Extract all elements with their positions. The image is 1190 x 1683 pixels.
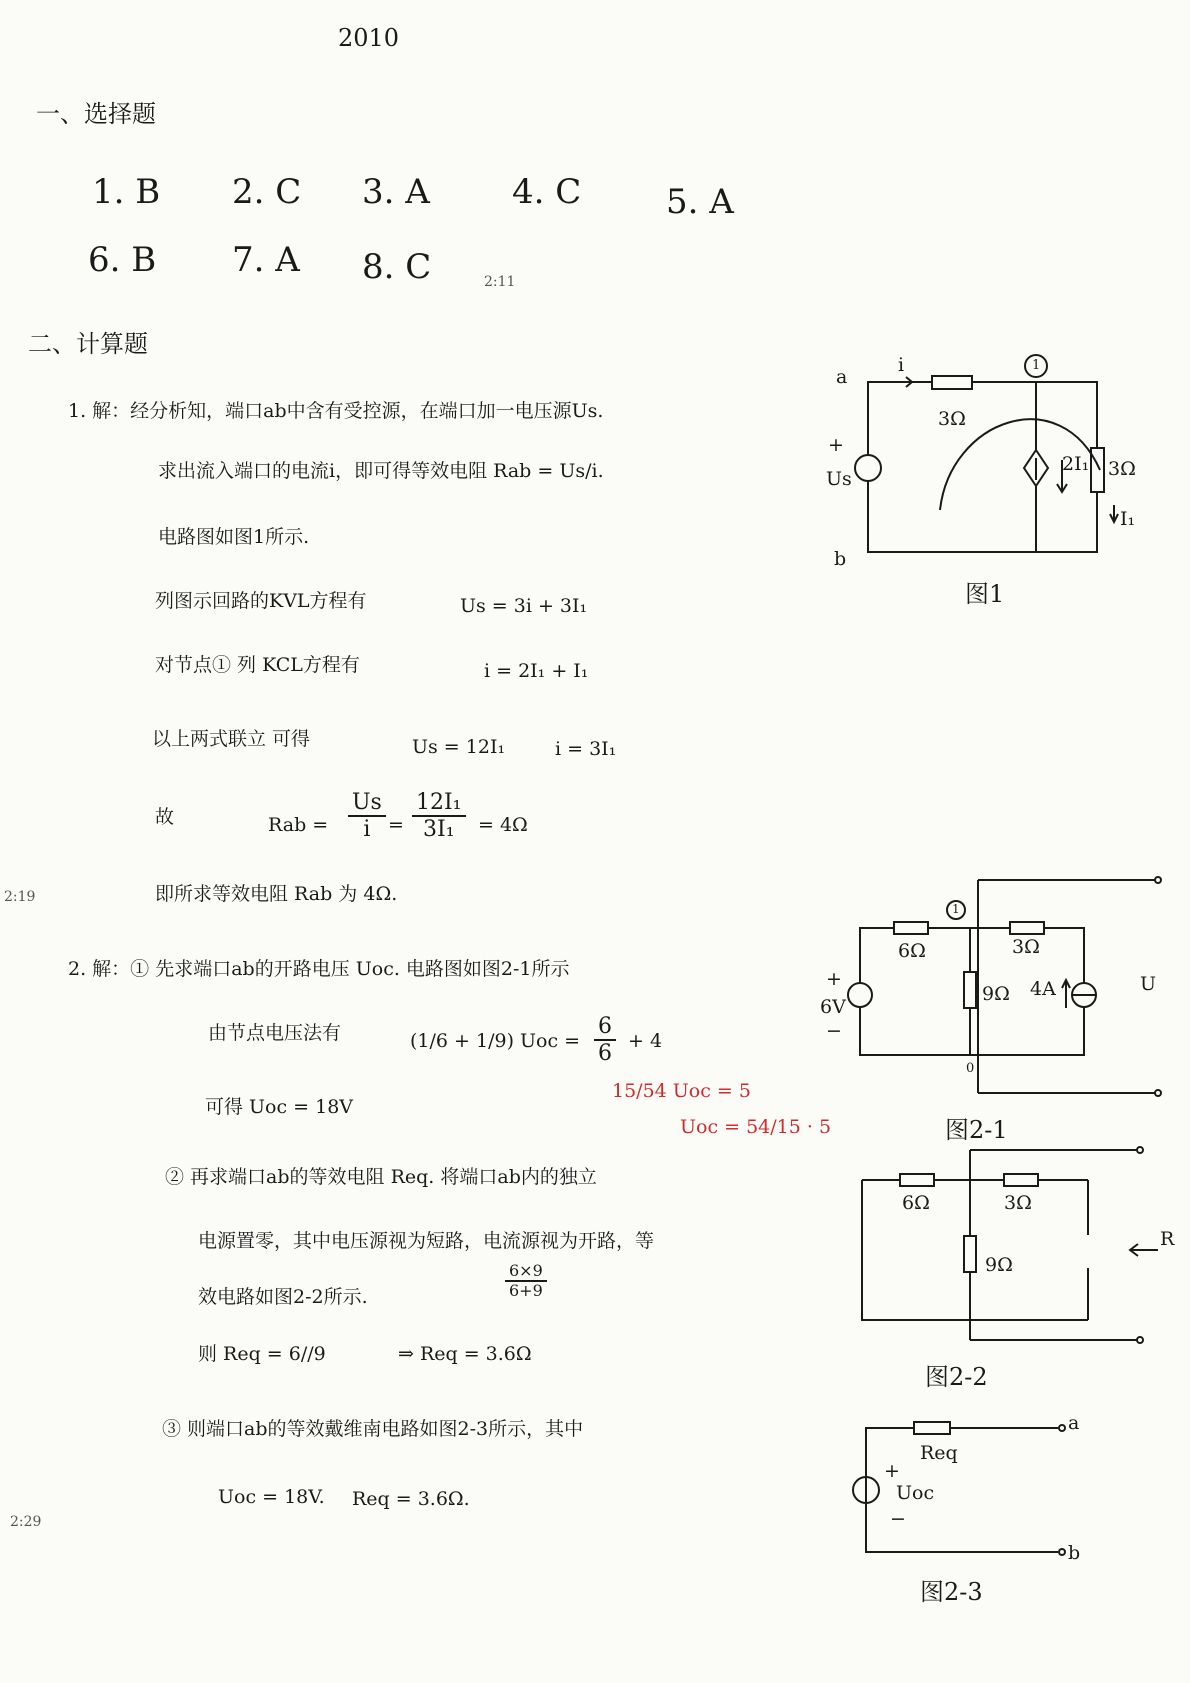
answer-item bbox=[232, 172, 302, 212]
equation: 则 Req = 6//9 bbox=[198, 1343, 326, 1365]
answer-item bbox=[666, 182, 734, 222]
fig21-r6-label: 6Ω bbox=[898, 940, 926, 962]
answer-number: 7. bbox=[232, 240, 265, 280]
fig1-caption: 图1 bbox=[965, 580, 1005, 608]
fig1-resistor-top bbox=[932, 376, 972, 389]
answer-item bbox=[92, 172, 161, 212]
q2-line: ② 再求端口ab的等效电阻 Req. 将端口ab内的独立 bbox=[165, 1166, 597, 1188]
fig21-node-0-label: 0 bbox=[966, 1061, 975, 1076]
fig23-uoc-label: Uoc bbox=[896, 1482, 935, 1504]
answer-item bbox=[88, 240, 157, 280]
section-title: 一、选择题 bbox=[36, 100, 156, 128]
q2-line: 2. 解：① 先求端口ab的开路电压 Uoc. 电路图如图2-1所示 bbox=[68, 958, 570, 980]
answer-value: B bbox=[135, 172, 161, 212]
red-annotation: 15/54 Uoc = 5 bbox=[612, 1080, 751, 1102]
q1-line: 求出流入端口的电流i，即可得等效电阻 Rab = Us/i. bbox=[158, 460, 604, 482]
fig1-cs-label: 2I₁ bbox=[1062, 453, 1090, 475]
answer-number: 1. bbox=[92, 172, 125, 212]
fig21-current-source bbox=[1072, 983, 1096, 1007]
figure-2-2 bbox=[862, 1150, 1158, 1340]
fig21-plus: + bbox=[826, 968, 842, 990]
fig1-dependent-source bbox=[1024, 450, 1048, 486]
answer-number: 6. bbox=[88, 240, 121, 280]
fig22-outline bbox=[862, 1180, 1088, 1320]
answer-value: C bbox=[405, 247, 432, 287]
equation: Us = 12I₁ bbox=[412, 736, 506, 758]
fig1-r2-label: 3Ω bbox=[1108, 458, 1136, 480]
q1-line: 即所求等效电阻 Rab 为 4Ω. bbox=[155, 883, 398, 905]
fig23-req-label: Req bbox=[920, 1442, 958, 1464]
fig22-r6-label: 6Ω bbox=[902, 1192, 930, 1214]
answer-number: 8. bbox=[362, 247, 395, 287]
q1-line: 故 bbox=[155, 806, 175, 828]
fig21-voltage-source bbox=[848, 983, 872, 1007]
margin-mark: 2:19 bbox=[4, 889, 36, 905]
fraction-numerator: 6 bbox=[594, 1014, 616, 1041]
fraction-denominator: 6+9 bbox=[509, 1281, 543, 1301]
fig23-minus: − bbox=[890, 1508, 906, 1530]
fig21-minus: − bbox=[826, 1020, 842, 1042]
fig23-plus: + bbox=[884, 1460, 900, 1482]
answer-value: C bbox=[555, 172, 582, 212]
fig1-voltage-source bbox=[855, 455, 881, 481]
fig22-resistor-9 bbox=[964, 1236, 976, 1272]
q1-line: 电路图如图1所示. bbox=[158, 526, 310, 548]
fraction-numerator: 12I₁ bbox=[412, 790, 466, 817]
equation: Req = 3.6Ω. bbox=[352, 1488, 470, 1510]
q1-line: 1. 解：经分析知，端口ab中含有受控源，在端口加一电压源Us. bbox=[68, 400, 604, 422]
answer-item bbox=[362, 172, 430, 212]
fig21-node-1-label: 1 bbox=[952, 902, 960, 916]
fig1-resistor-right bbox=[1091, 448, 1104, 492]
fig22-resistor-6 bbox=[900, 1174, 934, 1186]
equation: Rab = bbox=[268, 814, 329, 836]
fig21-cs-label: 4A bbox=[1030, 978, 1056, 1000]
fraction bbox=[348, 790, 386, 843]
fig22-caption: 图2-2 bbox=[925, 1363, 988, 1391]
q2-line: 可得 Uoc = 18V bbox=[205, 1096, 354, 1118]
equation: i = 3I₁ bbox=[555, 738, 617, 760]
q1-line: 对节点① 列 KCL方程有 bbox=[155, 654, 360, 676]
answer-value: A bbox=[709, 182, 734, 222]
equation: (1/6 + 1/9) Uoc = bbox=[410, 1030, 581, 1052]
fig23-resistor bbox=[914, 1422, 950, 1434]
answer-number: 2. bbox=[232, 172, 265, 212]
fig21-resistor-3 bbox=[1010, 922, 1044, 934]
fig1-r1-label: 3Ω bbox=[938, 408, 966, 430]
fig1-node-1-label: 1 bbox=[1032, 358, 1041, 373]
fraction bbox=[594, 1014, 616, 1067]
answer-item bbox=[512, 172, 582, 212]
fig21-caption: 图2-1 bbox=[945, 1116, 1008, 1144]
answer-item bbox=[362, 247, 432, 287]
q1-line: 以上两式联立 可得 bbox=[152, 728, 311, 750]
margin-mark: 2:11 bbox=[484, 274, 516, 290]
fig23-node-b: b bbox=[1068, 1542, 1081, 1564]
fig21-r9-label: 9Ω bbox=[982, 983, 1010, 1005]
fig22-arrow bbox=[1130, 1244, 1158, 1256]
answer-number: 5. bbox=[666, 182, 699, 222]
margin-mark: 2:29 bbox=[10, 1514, 42, 1530]
fraction-denominator: 6 bbox=[598, 1041, 612, 1067]
fraction-denominator: 3I₁ bbox=[423, 817, 455, 843]
answer-item bbox=[232, 240, 300, 280]
answer-value: A bbox=[275, 240, 300, 280]
q2-line: ③ 则端口ab的等效戴维南电路如图2-3所示，其中 bbox=[162, 1418, 584, 1440]
fraction-numerator: 6×9 bbox=[505, 1262, 547, 1282]
fig21-output-label: U bbox=[1140, 973, 1157, 995]
fig1-current-arrow bbox=[895, 377, 912, 387]
fraction-denominator: i bbox=[363, 817, 371, 843]
equals-sign: = bbox=[388, 814, 404, 836]
fig1-source-label: Us bbox=[826, 468, 852, 490]
fig1-node-a: a bbox=[836, 366, 848, 388]
red-annotation: Uoc = 54/15 · 5 bbox=[680, 1116, 832, 1138]
fig23-node-a: a bbox=[1068, 1412, 1080, 1434]
fig23-voltage-source bbox=[853, 1477, 879, 1503]
fraction bbox=[412, 790, 466, 843]
equation: Us = 3i + 3I₁ bbox=[460, 595, 588, 617]
fig22-r9-label: 9Ω bbox=[985, 1254, 1013, 1276]
answer-number: 3. bbox=[362, 172, 395, 212]
fig21-resistor-6 bbox=[894, 922, 928, 934]
year-label: 2010 bbox=[338, 24, 400, 52]
fig1-i1-label: I₁ bbox=[1120, 508, 1136, 530]
equation: i = 2I₁ + I₁ bbox=[484, 660, 589, 682]
q2-line: 效电路如图2-2所示. bbox=[198, 1286, 368, 1308]
fig21-r3-label: 3Ω bbox=[1012, 936, 1040, 958]
fig23-caption: 图2-3 bbox=[920, 1578, 983, 1606]
fig23-outline bbox=[866, 1428, 1058, 1552]
answer-number: 4. bbox=[512, 172, 545, 212]
fig1-node-b: b bbox=[834, 548, 847, 570]
equation: = 4Ω bbox=[478, 814, 528, 836]
fig21-vs-label: 6V bbox=[820, 996, 846, 1018]
q2-line: 电源置零，其中电压源视为短路，电流源视为开路，等 bbox=[198, 1230, 655, 1252]
fraction bbox=[505, 1262, 547, 1301]
answer-value: A bbox=[405, 172, 430, 212]
fig1-current-label: i bbox=[898, 354, 905, 376]
q1-line: 列图示回路的KVL方程有 bbox=[155, 590, 367, 612]
section-title: 二、计算题 bbox=[28, 330, 148, 358]
answer-value: B bbox=[131, 240, 157, 280]
fig1-plus: + bbox=[828, 434, 844, 456]
fig22-r3-label: 3Ω bbox=[1004, 1192, 1032, 1214]
fig21-cs-arrow bbox=[1062, 980, 1070, 1008]
equation: ⇒ Req = 3.6Ω bbox=[398, 1343, 532, 1365]
fig22-resistor-3 bbox=[1004, 1174, 1038, 1186]
equation: + 4 bbox=[628, 1030, 663, 1052]
fig21-resistor-9 bbox=[964, 972, 976, 1008]
q2-line: 由节点电压法有 bbox=[208, 1022, 342, 1044]
equation: Uoc = 18V. bbox=[218, 1486, 325, 1508]
fig22-arrow-label: R bbox=[1160, 1228, 1175, 1250]
fraction-numerator: Us bbox=[348, 790, 386, 817]
fig1-i1-arrow bbox=[1110, 505, 1118, 522]
answer-value: C bbox=[275, 172, 302, 212]
